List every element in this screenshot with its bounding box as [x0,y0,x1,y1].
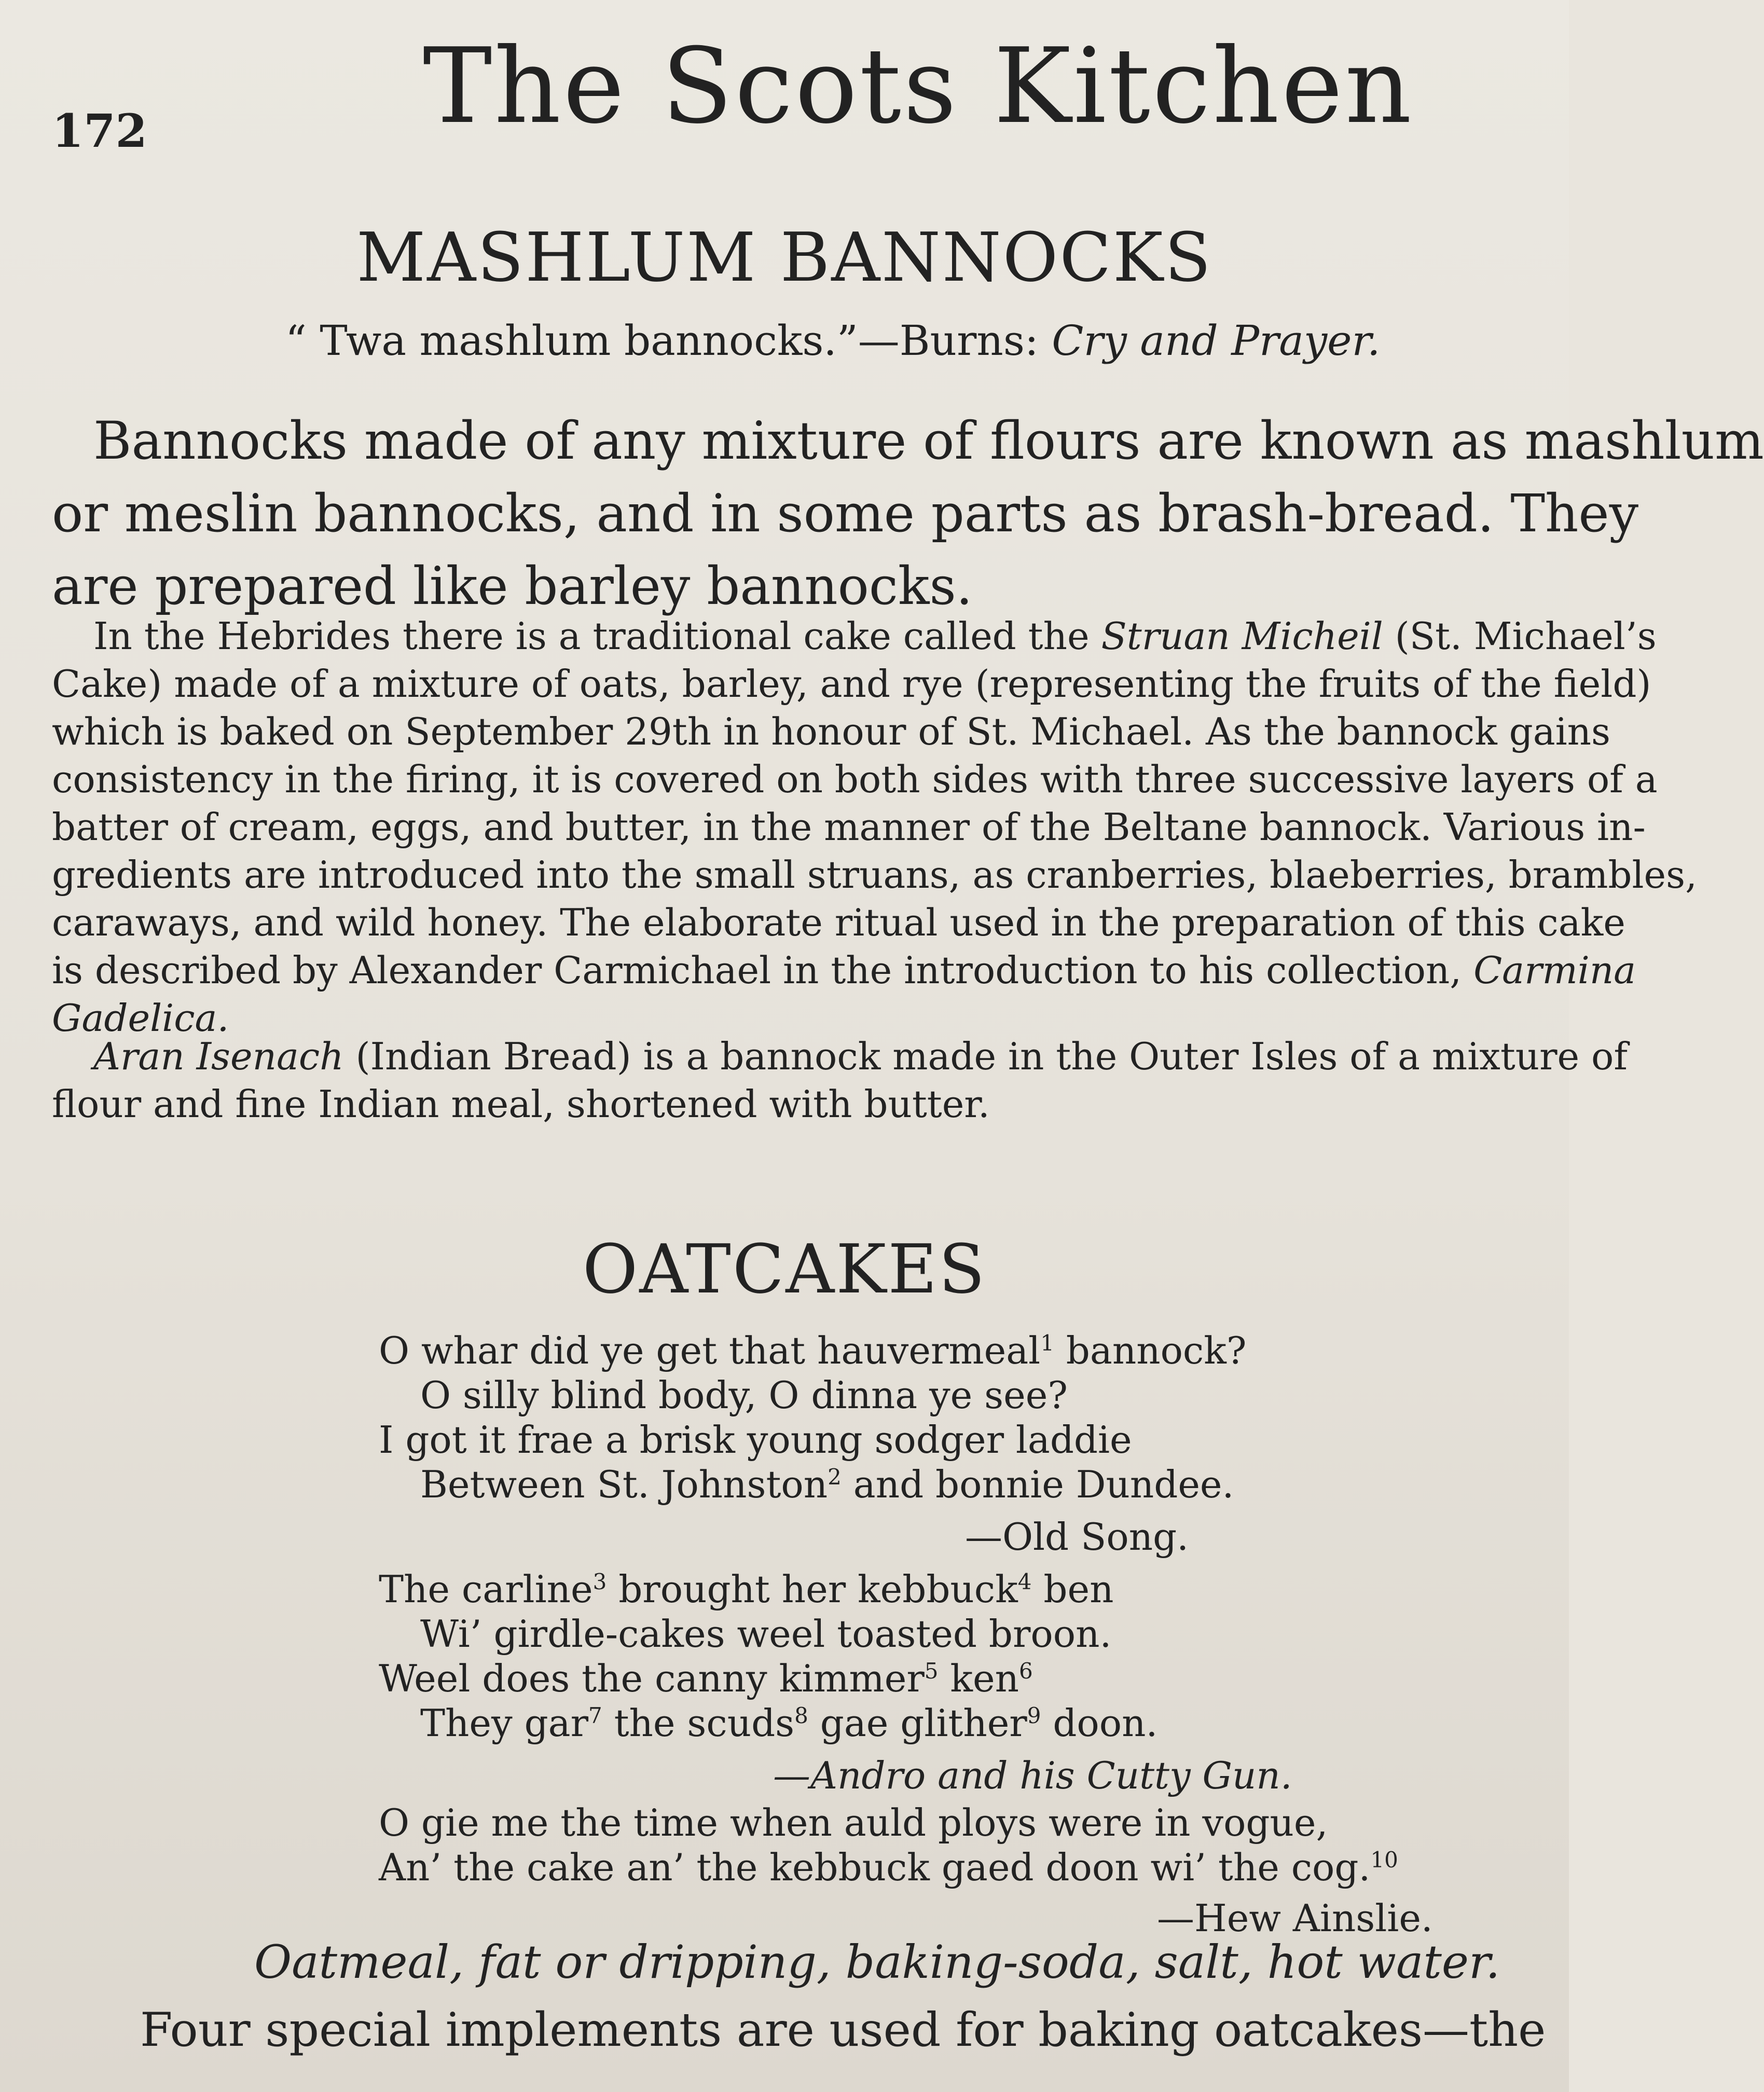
verse-line: An’ the cake an’ the kebbuck gaed doon wi’ the cog.$^{10}$ [379,1846,1398,1889]
verse-line: O gie me the time when auld ploys were in vogue, [379,1801,1328,1845]
running-title: The Scots Kitchen [423,26,1414,147]
paragraph-struan [52,612,1697,1042]
footnote-marker: 4 [1017,1569,1032,1594]
verse-1 [379,1328,1246,1507]
text-line: which is baked on September 29th in honour of St. Michael. As the bannock gains [52,710,1610,753]
verse-2 [379,1567,1157,1745]
verse-line: The carline$^3$ brought her kebbuck$^4$ ben [379,1567,1114,1611]
footnote-marker: 3 [592,1569,607,1594]
verse-line: O silly blind body, O dinna ye see? [420,1373,1068,1417]
footnote-marker: 7 [588,1703,602,1728]
footnote-marker: 10 [1370,1847,1398,1873]
lead-paragraph [52,405,1764,623]
footnote-marker: 8 [794,1703,808,1728]
text-line: consistency in the firing, it is covered on both sides with three successive layers of a [52,758,1658,801]
text-line: Aran Isenach (Indian Bread) is a bannock made in the Outer Isles of a mixture of [93,1035,1628,1078]
footnote-marker: 9 [1027,1703,1041,1728]
verse-line: I got it frae a brisk young sodger laddie [379,1418,1132,1462]
verse-line: Between St. Johnston$^2$ and bonnie Dundee. [420,1463,1234,1506]
epigraph-quote: “ Twa mashlum bannocks.”—Burns: [285,316,1052,365]
verse-line: Wi’ girdle-cakes weel toasted broon. [420,1612,1112,1656]
section-heading-mashlum: MASHLUM BANNOCKS [356,218,1212,297]
text-line: Cake) made of a mixture of oats, barley, and rye (representing the fruits of the field) [52,662,1651,706]
paragraph-aran-isenach [52,1033,1628,1128]
lead-line: are prepared like barley bannocks. [52,556,973,616]
text-line: gredients are introduced into the small struans, as cranberries, blaeberries, brambles, [52,853,1697,897]
verse-line: They gar$^7$ the scuds$^8$ gae glither$^9$ doon. [420,1701,1158,1745]
epigraph-source: Cry and Prayer. [1052,316,1381,365]
text-line: flour and fine Indian meal, shortened with butter. [52,1082,990,1126]
footnote-marker: 2 [828,1464,842,1490]
attribution-hew-ainslie: —Hew Ainslie. [1157,1896,1433,1940]
epigraph [285,316,1380,365]
verse-line: O whar did ye get that hauvermeal$^1$ bannock? [379,1329,1247,1372]
verse-3 [379,1800,1398,1890]
text-line: is described by Alexander Carmichael in the introduction to his collection, Carmina [52,948,1636,992]
footnote-marker: 5 [924,1658,939,1684]
text-line: Gadelica. [52,996,229,1040]
text-line: In the Hebrides there is a traditional cake called the Struan Micheil (St. Michael’s [93,614,1657,658]
page-number: 172 [52,104,147,158]
verse-line: Weel does the canny kimmer$^5$ ken$^6$ [379,1657,1033,1700]
lead-line: or meslin bannocks, and in some parts as brash-bread. They [52,483,1639,544]
attribution-old-song: —Old Song. [965,1515,1189,1559]
body-text-line: Four special implements are used for baking oatcakes—the [140,2003,1546,2057]
text-line: caraways, and wild honey. The elaborate ritual used in the preparation of this cake [52,901,1625,944]
text-line: batter of cream, eggs, and butter, in the manner of the Beltane bannock. Various in- [52,805,1646,849]
lead-line: Bannocks made of any mixture of flours are known as mashlum [93,410,1764,471]
footnote-marker: 6 [1018,1658,1033,1684]
attribution-andro: —Andro and his Cutty Gun. [773,1754,1292,1797]
section-heading-oatcakes: OATCAKES [582,1230,987,1309]
ingredients-line: Oatmeal, fat or dripping, baking-soda, salt, hot water. [254,1935,1500,1989]
footnote-marker: 1 [1040,1330,1054,1356]
